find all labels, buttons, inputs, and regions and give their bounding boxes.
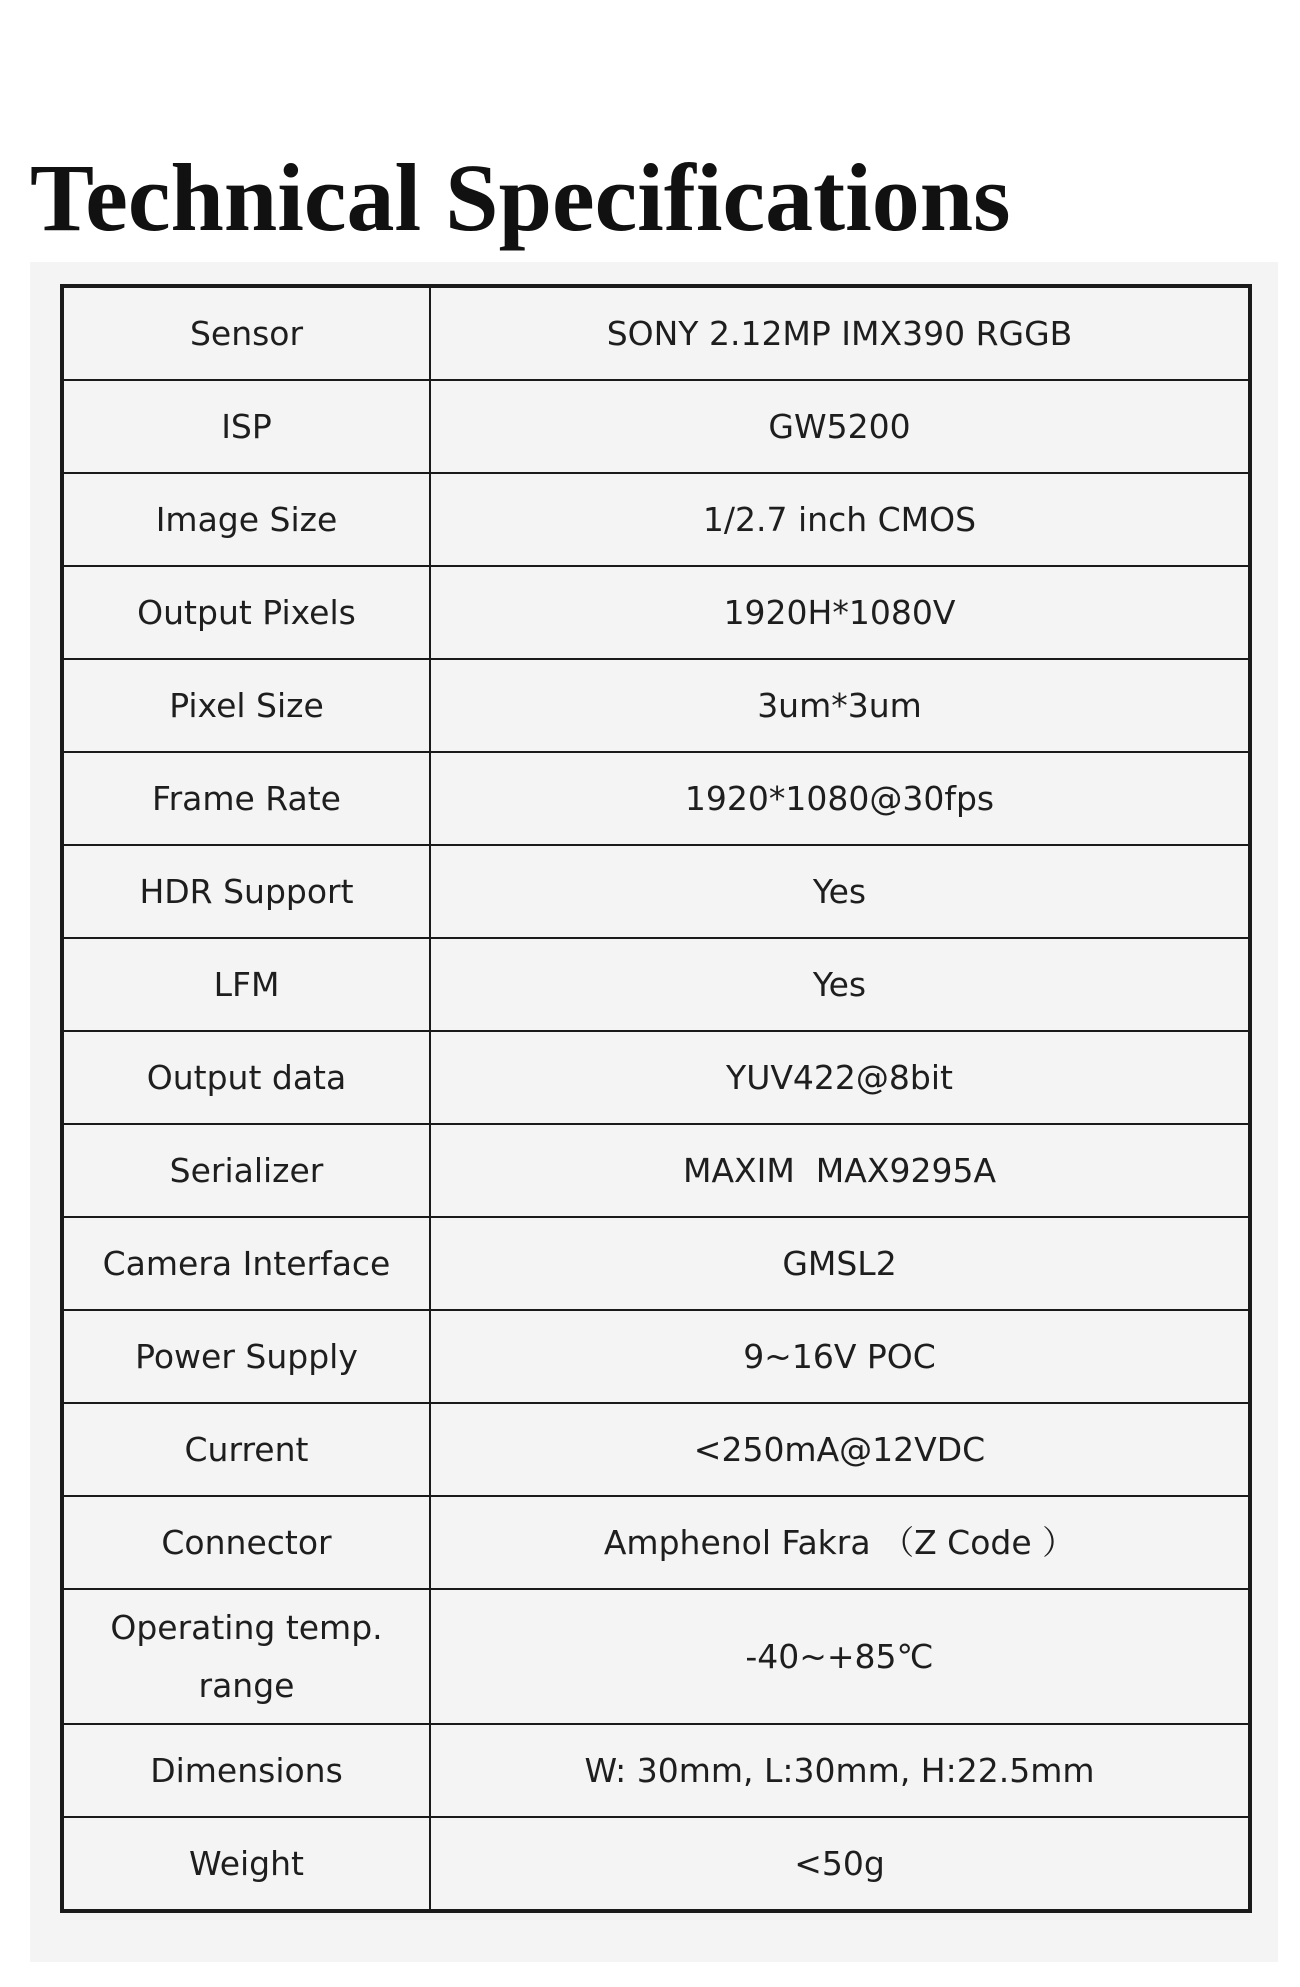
table-row [62, 845, 1250, 938]
spec-table [60, 284, 1252, 1913]
spec-label-output-data: Output data [62, 1031, 430, 1124]
table-row [62, 286, 1250, 380]
spec-label-output-pixels: Output Pixels [62, 566, 430, 659]
table-row [62, 938, 1250, 1031]
spec-value-isp: GW5200 [430, 380, 1250, 473]
spec-label-current: Current [62, 1403, 430, 1496]
spec-label-frame-rate: Frame Rate [62, 752, 430, 845]
spec-value-output-data: YUV422@8bit [430, 1031, 1250, 1124]
page-title: Technical Specifications [30, 144, 1011, 251]
spec-value-connector: Amphenol Fakra （Z Code ） [430, 1496, 1250, 1589]
spec-label-sensor: Sensor [62, 286, 430, 380]
spec-value-serializer: MAXIM MAX9295A [430, 1124, 1250, 1217]
table-row [62, 1724, 1250, 1817]
spec-label-lfm: LFM [62, 938, 430, 1031]
spec-label-weight: Weight [62, 1817, 430, 1911]
table-row [62, 380, 1250, 473]
table-row [62, 1589, 1250, 1724]
spec-value-pixel-size: 3um*3um [430, 659, 1250, 752]
table-row [62, 752, 1250, 845]
spec-value-operating-temp-range: -40~+85℃ [430, 1589, 1250, 1724]
spec-value-power-supply: 9~16V POC [430, 1310, 1250, 1403]
spec-value-lfm: Yes [430, 938, 1250, 1031]
table-row [62, 566, 1250, 659]
table-row [62, 1496, 1250, 1589]
spec-value-output-pixels: 1920H*1080V [430, 566, 1250, 659]
table-row [62, 1817, 1250, 1911]
table-row [62, 473, 1250, 566]
spec-value-weight: <50g [430, 1817, 1250, 1911]
spec-label-dimensions: Dimensions [62, 1724, 430, 1817]
spec-value-image-size: 1/2.7 inch CMOS [430, 473, 1250, 566]
spec-label-operating-temp-range: Operating temp. range [62, 1589, 430, 1724]
table-row [62, 1124, 1250, 1217]
spec-label-image-size: Image Size [62, 473, 430, 566]
table-row [62, 659, 1250, 752]
spec-value-camera-interface: GMSL2 [430, 1217, 1250, 1310]
spec-value-current: <250mA@12VDC [430, 1403, 1250, 1496]
spec-value-dimensions: W: 30mm, L:30mm, H:22.5mm [430, 1724, 1250, 1817]
spec-value-sensor: SONY 2.12MP IMX390 RGGB [430, 286, 1250, 380]
spec-label-hdr-support: HDR Support [62, 845, 430, 938]
spec-label-camera-interface: Camera Interface [62, 1217, 430, 1310]
table-row [62, 1031, 1250, 1124]
spec-label-power-supply: Power Supply [62, 1310, 430, 1403]
spec-label-serializer: Serializer [62, 1124, 430, 1217]
spec-value-hdr-support: Yes [430, 845, 1250, 938]
spec-label-connector: Connector [62, 1496, 430, 1589]
table-row [62, 1310, 1250, 1403]
table-row [62, 1403, 1250, 1496]
spec-value-frame-rate: 1920*1080@30fps [430, 752, 1250, 845]
table-row [62, 1217, 1250, 1310]
spec-label-isp: ISP [62, 380, 430, 473]
spec-label-pixel-size: Pixel Size [62, 659, 430, 752]
